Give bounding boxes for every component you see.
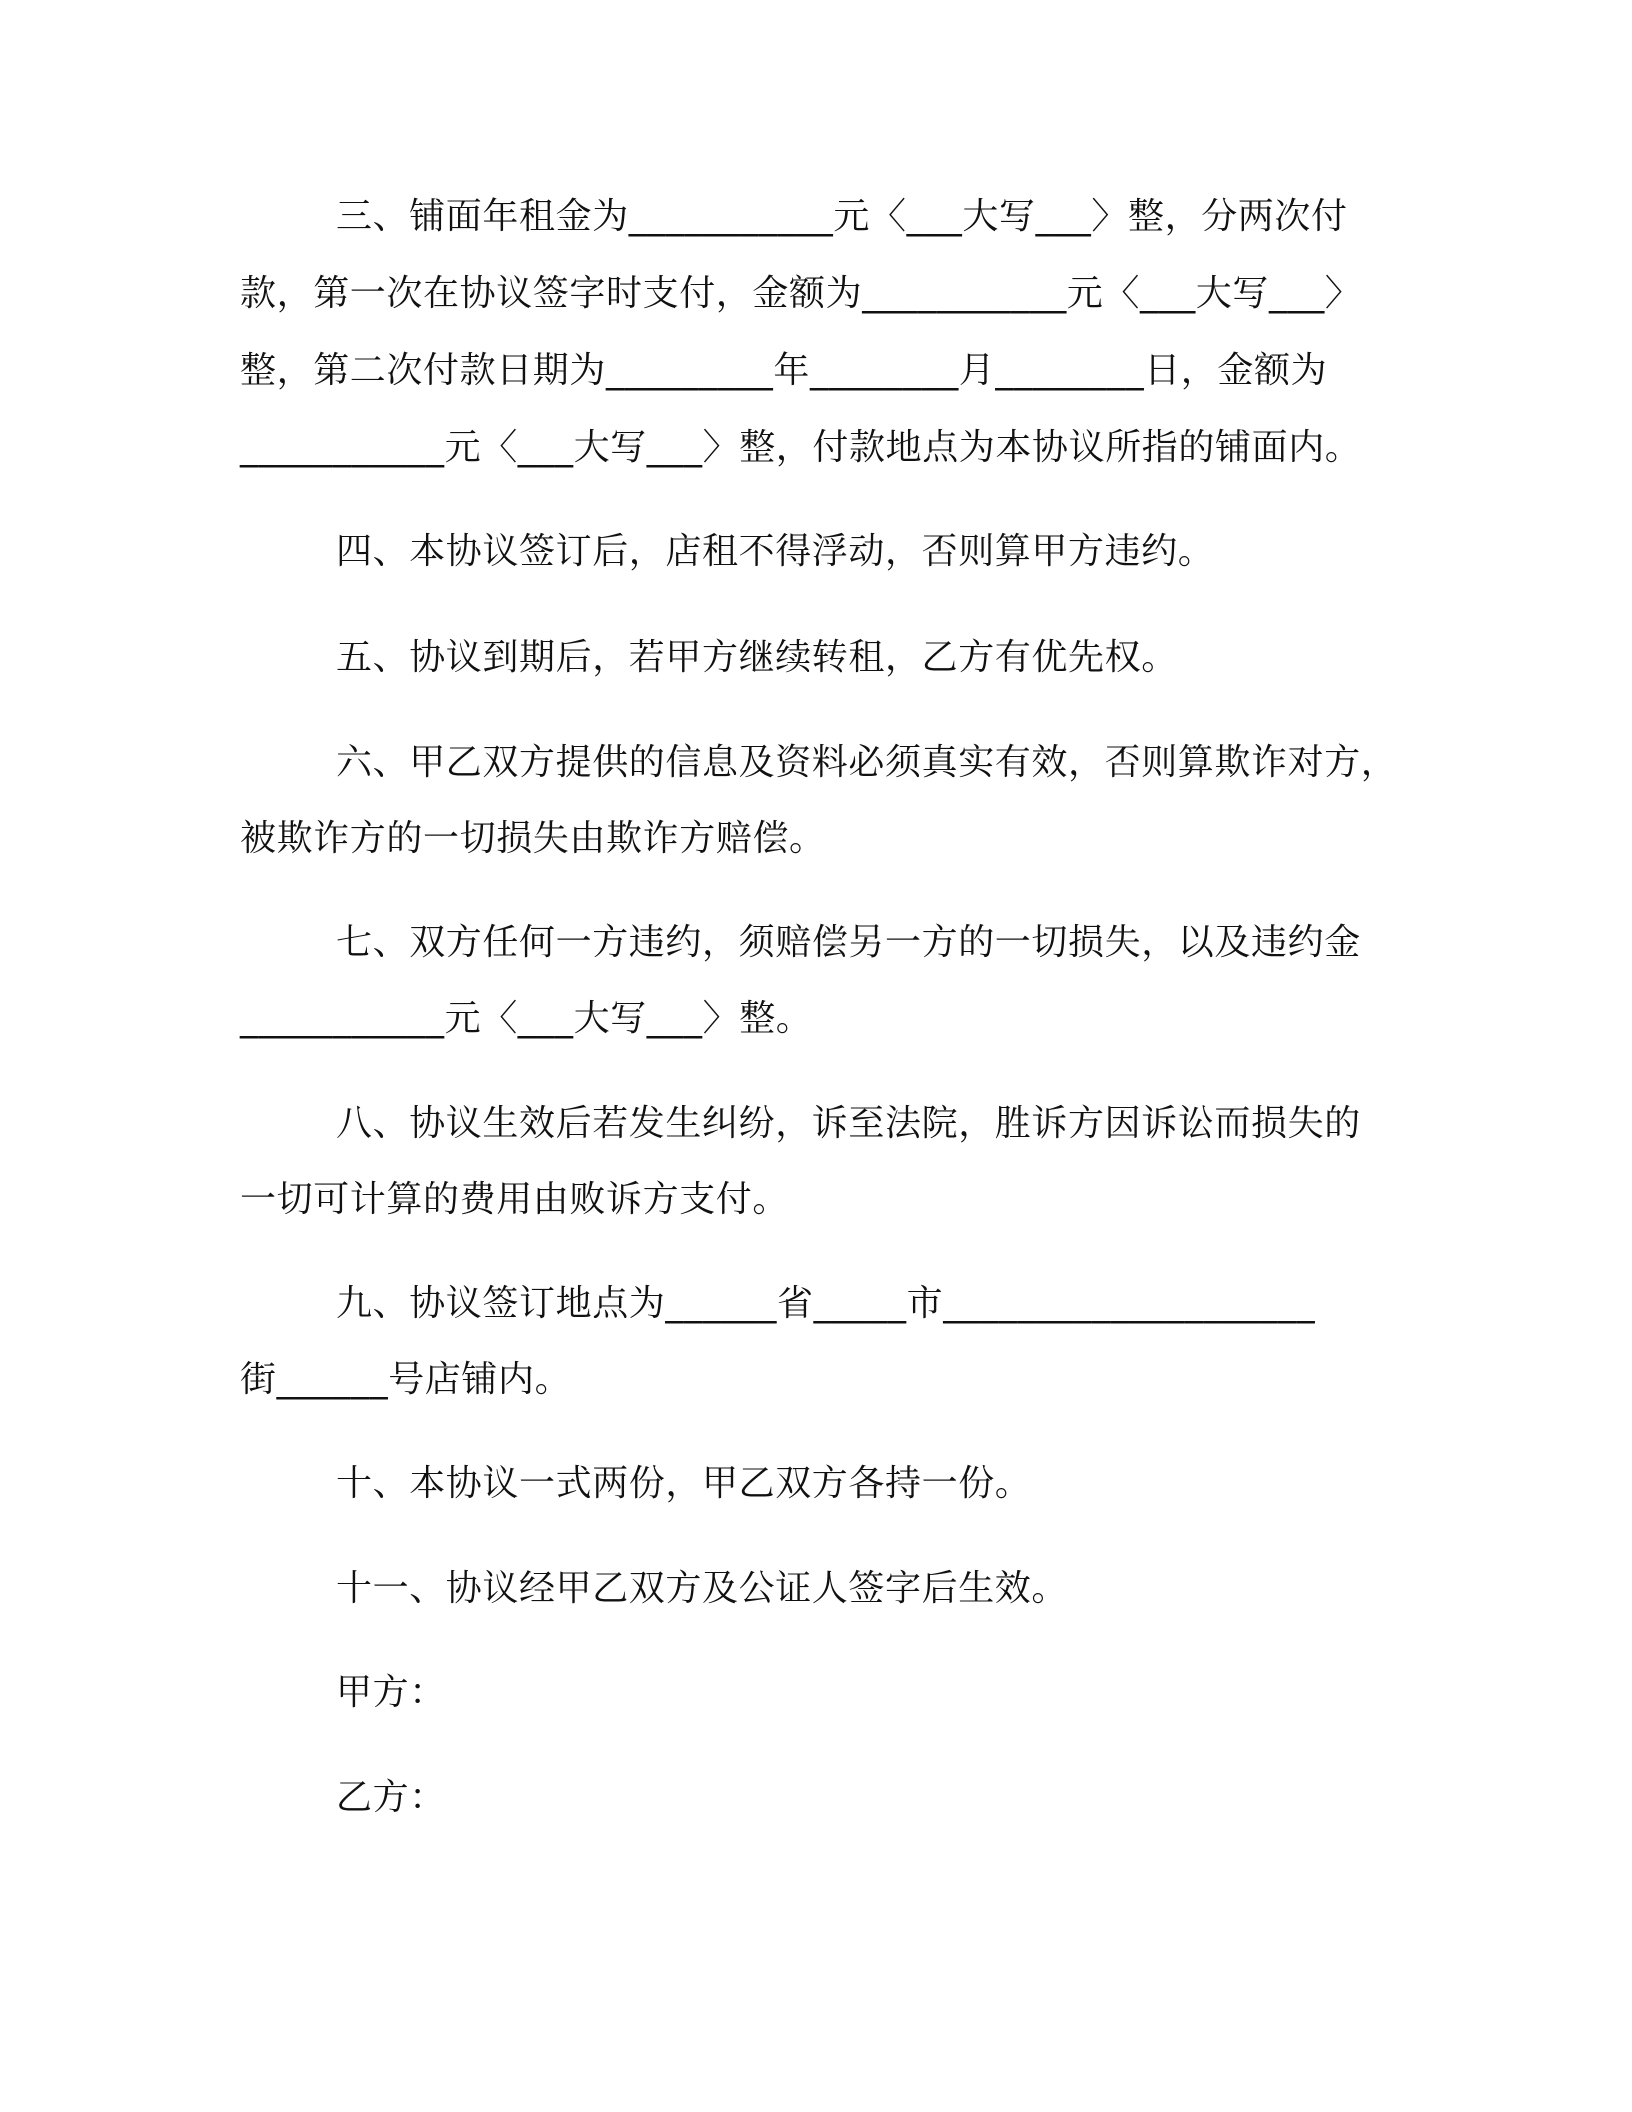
clause-3-line-4: ___________元〈___大写___〉整，付款地点为本协议所指的铺面内。 [240, 427, 1362, 468]
clause-9-line-2: 街______号店铺内。 [240, 1359, 572, 1400]
clause-9-line-1: 九、协议签订地点为______省_____市____________________ [336, 1283, 1316, 1324]
clause-7-line-2: ___________元〈___大写___〉整。 [240, 998, 813, 1039]
clause-6-line-1: 六、甲乙双方提供的信息及资料必须真实有效，否则算欺诈对方， [336, 742, 1398, 783]
clause-8-line-2: 一切可计算的费用由败诉方支付。 [240, 1179, 790, 1220]
clause-7-line-1: 七、双方任何一方违约，须赔偿另一方的一切损失，以及违约金 [336, 922, 1361, 963]
party-b-label: 乙方： [336, 1777, 446, 1818]
clause-11: 十一、协议经甲乙双方及公证人签字后生效。 [336, 1568, 1069, 1609]
clause-3-line-3: 整，第二次付款日期为_________年________月________日，金额为 [240, 350, 1328, 391]
clause-8-line-1: 八、协议生效后若发生纠纷，诉至法院，胜诉方因诉讼而损失的 [336, 1103, 1361, 1144]
clause-5: 五、协议到期后，若甲方继续转租，乙方有优先权。 [336, 637, 1178, 678]
clause-3-line-1: 三、铺面年租金为___________元〈___大写___〉整，分两次付 [336, 196, 1348, 237]
party-a-label: 甲方： [336, 1672, 446, 1713]
clause-6-line-2: 被欺诈方的一切损失由欺诈方赔偿。 [240, 818, 826, 859]
clause-10: 十、本协议一式两份，甲乙双方各持一份。 [336, 1463, 1032, 1504]
clause-3-line-2: 款，第一次在协议签字时支付，金额为___________元〈___大写___〉 [240, 273, 1362, 314]
clause-4: 四、本协议签订后，店租不得浮动，否则算甲方违约。 [336, 531, 1215, 572]
